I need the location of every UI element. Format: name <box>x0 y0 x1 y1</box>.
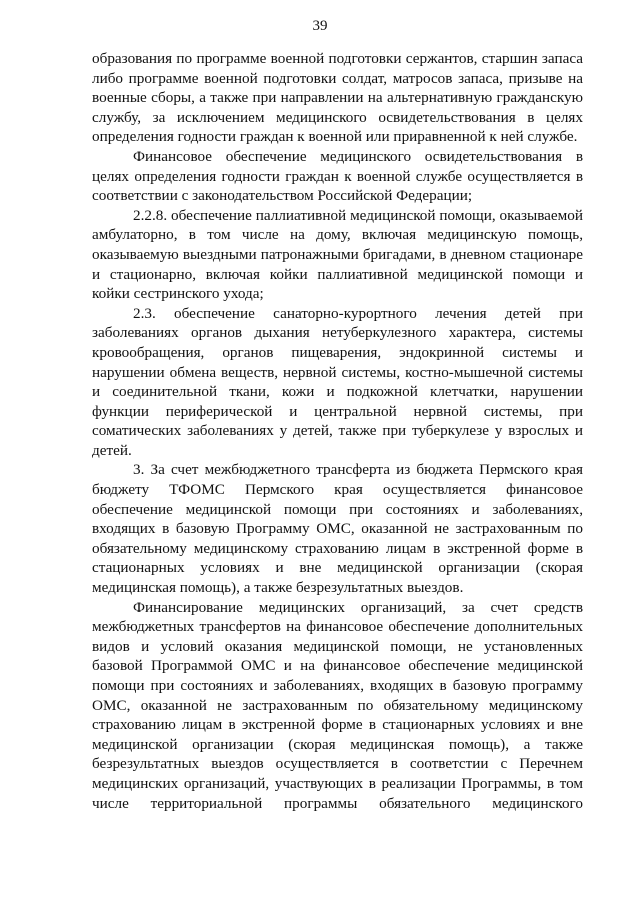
body-text <box>92 49 583 813</box>
paragraph-2-2-8: 2.2.8. обеспечение паллиативной медицинской помощи, оказываемой амбулаторно, в том числе на дому, включая медицинскую помощь, оказываемую выездными патронажными бригадами, в дневном стационаре и стационарно, включая койки паллиативной медицинской помощи и койки сестринского ухода; <box>92 206 583 303</box>
page-number: 39 <box>312 18 328 34</box>
paragraph-financing-medical-organizations: Финансирование медицинских организаций, за счет средств межбюджетных трансфертов на финансовое обеспечение дополнительных видов и условий оказания медицинской помощи, не установленных базовой Программой ОМС и на финансовое обеспечение медицинской помощи при состояниях и заболеваниях, входящих в базовую программу ОМС, оказанной не застрахованным по обязательному медицинскому страхованию лицам в экстренной форме в стационарных условиях и вне медицинской организации (скорая медицинская помощь), а также безрезультатных выездов осуществляется в соответстии с Перечнем медицинских организаций, участвующих в реализации Программы, в том числе территориальной программы обязательного медицинского <box>92 598 583 812</box>
paragraph-military-exam-financing: Финансовое обеспечение медицинского освидетельствования в целях определения годности граждан к военной службе осуществляется в соответствии с законодательством Российской Федерации; <box>92 147 583 205</box>
paragraph-continuation: образования по программе военной подготовки сержантов, старшин запаса либо программе военной подготовки солдат, матросов запаса, призыве на военные сборы, а также при направлении на альтернативную гражданскую службу, за исключением медицинского освидетельствования в целях определения годности граждан к военной или приравненной к ней службе. <box>92 50 583 146</box>
paragraph-2-3: 2.3. обеспечение санаторно-курортного лечения детей при заболеваниях органов дыхания нетуберкулезного характера, системы кровообращения, органов пищеварения, эндокринной системы и нарушении обмена веществ, нервной системы, костно-мышечной системы и соединительной ткани, кожи и подкожной клетчатки, нарушении функции периферической и центральной нервной системы, при соматических заболеваниях у детей, также при туберкулезе у взрослых и детей. <box>92 304 583 459</box>
paragraph-3: 3. За счет межбюджетного трансферта из бюджета Пермского края бюджету ТФОМС Пермского края осуществляется финансовое обеспечение медицинской помощи при состояниях и заболеваниях, входящих в базовую Программу ОМС, оказанной не застрахованным по обязательному медицинскому страхованию лицам в экстренной форме в стационарных условиях и вне медицинской организации (скорая медицинская помощь), а также безрезультатных выездов. <box>92 461 583 597</box>
